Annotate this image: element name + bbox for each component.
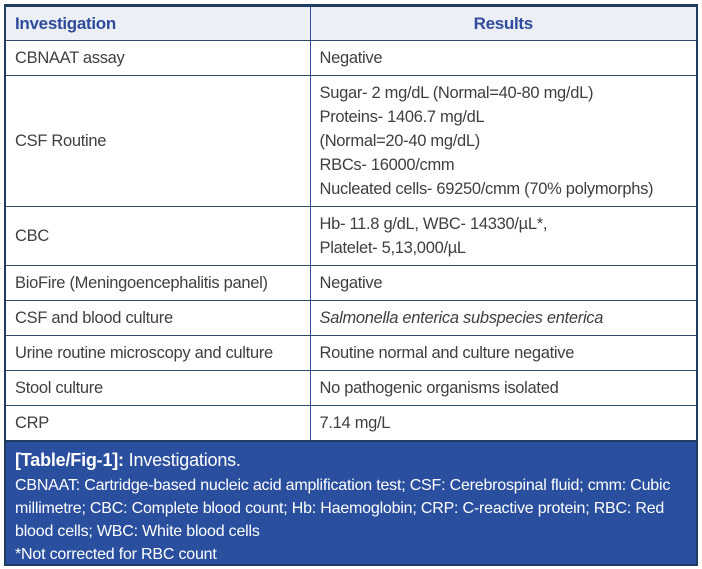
investigation-cell: CBNAAT assay [6, 41, 310, 76]
result-line: Hb- 11.8 g/dL, WBC- 14330/µL*, [319, 215, 548, 233]
results-cell [310, 76, 696, 207]
column-header-investigation: Investigation [6, 7, 310, 41]
results-cell [310, 371, 696, 406]
results-cell [310, 207, 696, 266]
results-cell [310, 41, 696, 76]
header-row [6, 7, 696, 41]
table-row [6, 371, 696, 406]
result-line: 7.14 mg/L [319, 414, 391, 432]
table-row [6, 76, 696, 207]
result-line: (Normal=20-40 mg/dL) [319, 132, 480, 150]
result-line: Negative [319, 274, 383, 292]
result-line: Sugar- 2 mg/dL (Normal=40-80 mg/dL) [319, 84, 594, 102]
figure-caption [6, 440, 696, 564]
investigation-cell: CBC [6, 207, 310, 266]
result-line: Routine normal and culture negative [319, 344, 575, 362]
result-line: No pathogenic organisms isolated [319, 379, 559, 397]
investigation-cell: Stool culture [6, 371, 310, 406]
table-body [6, 41, 696, 441]
footnote-text: *Not corrected for RBC count [15, 546, 217, 563]
result-line: Nucleated cells- 69250/cmm (70% polymorphs) [319, 180, 654, 198]
investigation-cell: BioFire (Meningoencephalitis panel) [6, 266, 310, 301]
results-cell [310, 266, 696, 301]
table-row [6, 207, 696, 266]
table-row [6, 266, 696, 301]
result-line: Proteins- 1406.7 mg/dL [319, 108, 485, 126]
result-line: Salmonella enterica subspecies enterica [319, 309, 604, 327]
results-cell [310, 336, 696, 371]
results-cell [310, 301, 696, 336]
figure-title: Investigations. [128, 450, 241, 470]
table-row [6, 41, 696, 76]
investigation-cell: Urine routine microscopy and culture [6, 336, 310, 371]
figure-label: [Table/Fig-1]: [15, 450, 124, 470]
abbreviations-text: CBNAAT: Cartridge-based nucleic acid amplification test; CSF: Cerebrospinal fluid; cmm: Cubic millimetre; CBC: Complete blood count; Hb: Haemoglobin; CRP: C-reactive protein; RBC: Red blood cells; WBC: White blood cells [15, 477, 671, 540]
column-header-results: Results [310, 7, 696, 41]
table-fig-1 [4, 4, 698, 566]
table-row [6, 336, 696, 371]
table-row [6, 301, 696, 336]
investigation-cell: CRP [6, 406, 310, 441]
results-cell [310, 406, 696, 441]
table-header [6, 7, 696, 41]
result-line: RBCs- 16000/cmm [319, 156, 455, 174]
result-line: Platelet- 5,13,000/µL [319, 239, 466, 257]
table-row [6, 406, 696, 441]
result-line: Negative [319, 49, 383, 67]
investigation-cell: CSF and blood culture [6, 301, 310, 336]
investigation-cell: CSF Routine [6, 76, 310, 207]
investigations-table [6, 7, 696, 440]
caption-title-line [15, 447, 687, 474]
